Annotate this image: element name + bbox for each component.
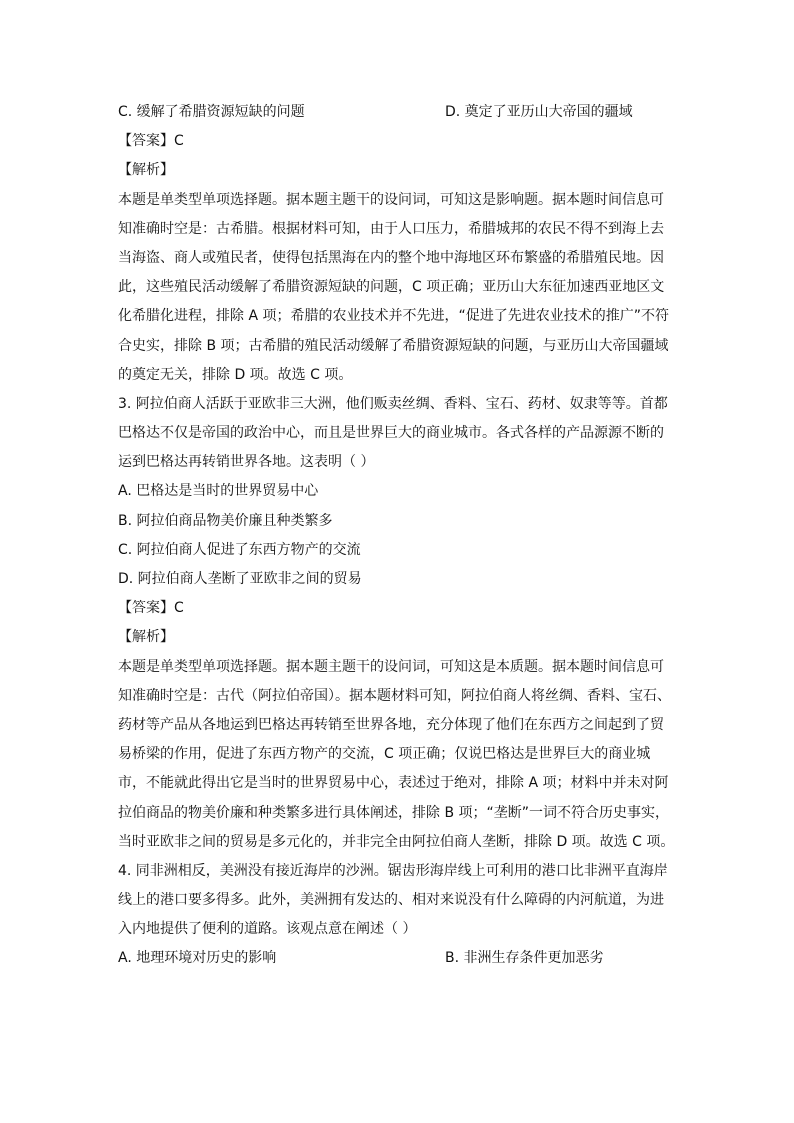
q3-analysis-line: 药材等产品从各地运到巴格达再转销至世界各地，充分体现了他们在东西方之间起到了贸	[118, 716, 664, 733]
q3-options	[118, 477, 678, 594]
q4-stem-line: 入内地提供了便利的道路。该观点意在阐述（ ）	[118, 921, 417, 938]
q2-analysis-line: 本题是单类型单项选择题。据本题主题干的设问词，可知这是影响题。据本题时间信息可	[118, 191, 664, 208]
q4-stem	[118, 857, 678, 945]
q4-options-row	[118, 944, 678, 973]
q3-stem-line: 3. 阿拉伯商人活跃于亚欧非三大洲，他们贩卖丝绸、香料、宝石、药材、奴隶等等。首都	[118, 395, 668, 412]
q3-stem	[118, 390, 678, 478]
q3-analysis-line: 易桥梁的作用，促进了东西方物产的交流，C 项正确；仅说巴格达是世界巨大的商业城	[118, 746, 651, 763]
q3-answer: 【答案】C	[118, 600, 184, 617]
q4-option-b: B. 非洲生存条件更加恶劣	[445, 950, 604, 967]
q2-analysis-line: 当海盗、商人或殖民者，使得包括黑海在内的整个地中海地区环布繁盛的希腊殖民地。因	[118, 249, 664, 266]
q3-stem-line: 运到巴格达再转销世界各地。这表明（ ）	[118, 454, 375, 471]
q3-analysis-line: 知准确时空是：古代（阿拉伯帝国）。据本题材料可知，阿拉伯商人将丝绸、香料、宝石、	[118, 687, 671, 704]
q2-option-d: D. 奠定了亚历山大帝国的疆域	[445, 104, 633, 120]
q3-analysis-line: 本题是单类型单项选择题。据本题主题干的设问词，可知这是本质题。据本题时间信息可	[118, 658, 664, 675]
q3-option-d: D. 阿拉伯商人垄断了亚欧非之间的贸易	[118, 571, 362, 587]
q3-option-a: A. 巴格达是当时的世界贸易中心	[118, 483, 319, 500]
q2-answer: 【答案】C	[118, 133, 184, 150]
q4-stem-line: 线上的港口要多得多。此外，美洲拥有发达的、相对来说没有什么障碍的内河航道，为进	[118, 892, 664, 909]
q2-analysis-line: 的奠定无关，排除 D 项。故选 C 项。	[118, 366, 353, 383]
q2-analysis-line: 知准确时空是：古希腊。根据材料可知，由于人口压力，希腊城邦的农民不得不到海上去	[118, 220, 664, 237]
q2-analysis-line: 此，这些殖民活动缓解了希腊资源短缺的问题，C 项正确；亚历山大东征加速西亚地区文	[118, 279, 665, 296]
q3-option-c: C. 阿拉伯商人促进了东西方物产的交流	[118, 541, 361, 558]
q2-option-c: C. 缓解了希腊资源短缺的问题	[118, 104, 305, 120]
q3-analysis-label: 【解析】	[118, 629, 174, 646]
q3-analysis-line: 市，不能就此得出它是当时的世界贸易中心，表述过于绝对，排除 A 项；材料中并未对阿	[118, 775, 669, 792]
q2-options-row	[118, 98, 678, 127]
q2-analysis	[118, 186, 678, 390]
q3-stem-line: 巴格达不仅是帝国的政治中心，而且是世界巨大的商业城市。各式各样的产品源源不断的	[118, 425, 664, 442]
q2-analysis-line: 合史实，排除 B 项；古希腊的殖民活动缓解了希腊资源短缺的问题，与亚历山大帝国疆域	[118, 337, 669, 354]
q4-option-a: A. 地理环境对历史的影响	[118, 950, 277, 967]
q2-analysis-label: 【解析】	[118, 162, 174, 179]
document-page	[118, 98, 678, 974]
q3-analysis-line: 当时亚欧非之间的贸易是多元化的，并非完全由阿拉伯商人垄断，排除 D 项。故选 C 项。	[118, 833, 675, 850]
q3-analysis	[118, 653, 678, 857]
q3-analysis-line: 拉伯商品的物美价廉和种类繁多进行具体阐述，排除 B 项；“垄断”一词不符合历史事实，	[118, 804, 670, 821]
q2-analysis-line: 化希腊化进程，排除 A 项；希腊的农业技术并不先进，“促进了先进农业技术的推广”不符	[118, 308, 669, 325]
q4-stem-line: 4. 同非洲相反，美洲没有接近海岸的沙洲。锯齿形海岸线上可利用的港口比非洲平直海岸	[118, 862, 668, 879]
q3-option-b: B. 阿拉伯商品物美价廉且种类繁多	[118, 512, 333, 529]
